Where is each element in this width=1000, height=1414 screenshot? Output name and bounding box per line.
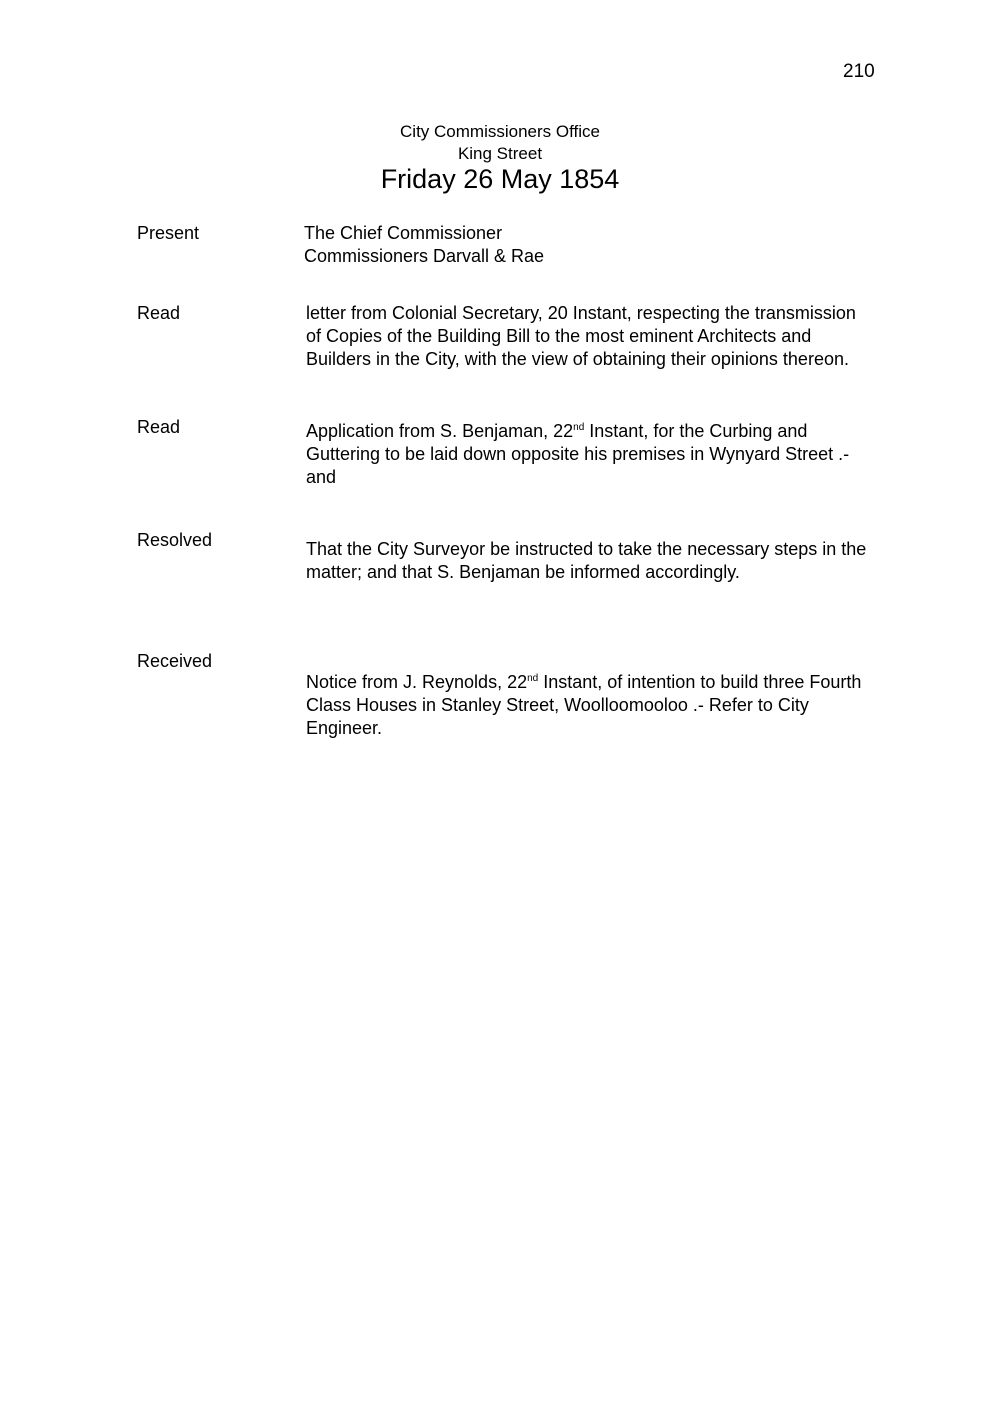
entry-label-present: Present: [137, 223, 200, 243]
text-line: of Copies of the Building Bill to the most eminent Architects and: [306, 326, 812, 346]
text-line: Class Houses in Stanley Street, Woolloomooloo .- Refer to City: [306, 695, 809, 715]
meeting-date: Friday 26 May 1854: [380, 164, 620, 194]
entry-text-resolved: [306, 538, 906, 584]
text-segment: Application from S. Benjaman, 22: [306, 421, 574, 441]
office-name: City Commissioners Office: [400, 122, 600, 141]
ordinal-suffix: nd: [527, 673, 539, 684]
text-line: Builders in the City, with the view of obtaining their opinions thereon.: [306, 349, 849, 369]
text-line: [306, 420, 906, 443]
entry-label-read-application: Read: [137, 417, 181, 437]
text-line: The Chief Commissioner: [304, 223, 503, 243]
text-line: [306, 671, 906, 694]
ordinal-suffix: nd: [573, 422, 585, 433]
entry-text-read-letter: [306, 302, 906, 371]
text-line: and: [306, 467, 337, 487]
text-line: That the City Surveyor be instructed to take the necessary steps in the: [306, 539, 867, 559]
entry-text-present: [304, 222, 904, 268]
entry-label-received: Received: [137, 651, 213, 671]
text-segment: Instant, of intention to build three Fourth: [538, 672, 862, 692]
text-line: Guttering to be laid down opposite his premises in Wynyard Street .-: [306, 444, 850, 464]
text-segment: Instant, for the Curbing and: [584, 421, 808, 441]
entry-text-received: [306, 671, 906, 740]
entry-text-read-application: [306, 420, 906, 489]
entry-label-resolved: Resolved: [137, 530, 213, 550]
office-street: King Street: [457, 144, 543, 163]
page-number: 210: [843, 61, 875, 82]
text-segment: Notice from J. Reynolds, 22: [306, 672, 528, 692]
text-line: matter; and that S. Benjaman be informed accordingly.: [306, 562, 740, 582]
entry-label-read-letter: Read: [137, 303, 181, 323]
text-line: letter from Colonial Secretary, 20 Instant, respecting the transmission: [306, 303, 856, 323]
text-line: Commissioners Darvall & Rae: [304, 246, 545, 266]
text-line: Engineer.: [306, 718, 383, 738]
